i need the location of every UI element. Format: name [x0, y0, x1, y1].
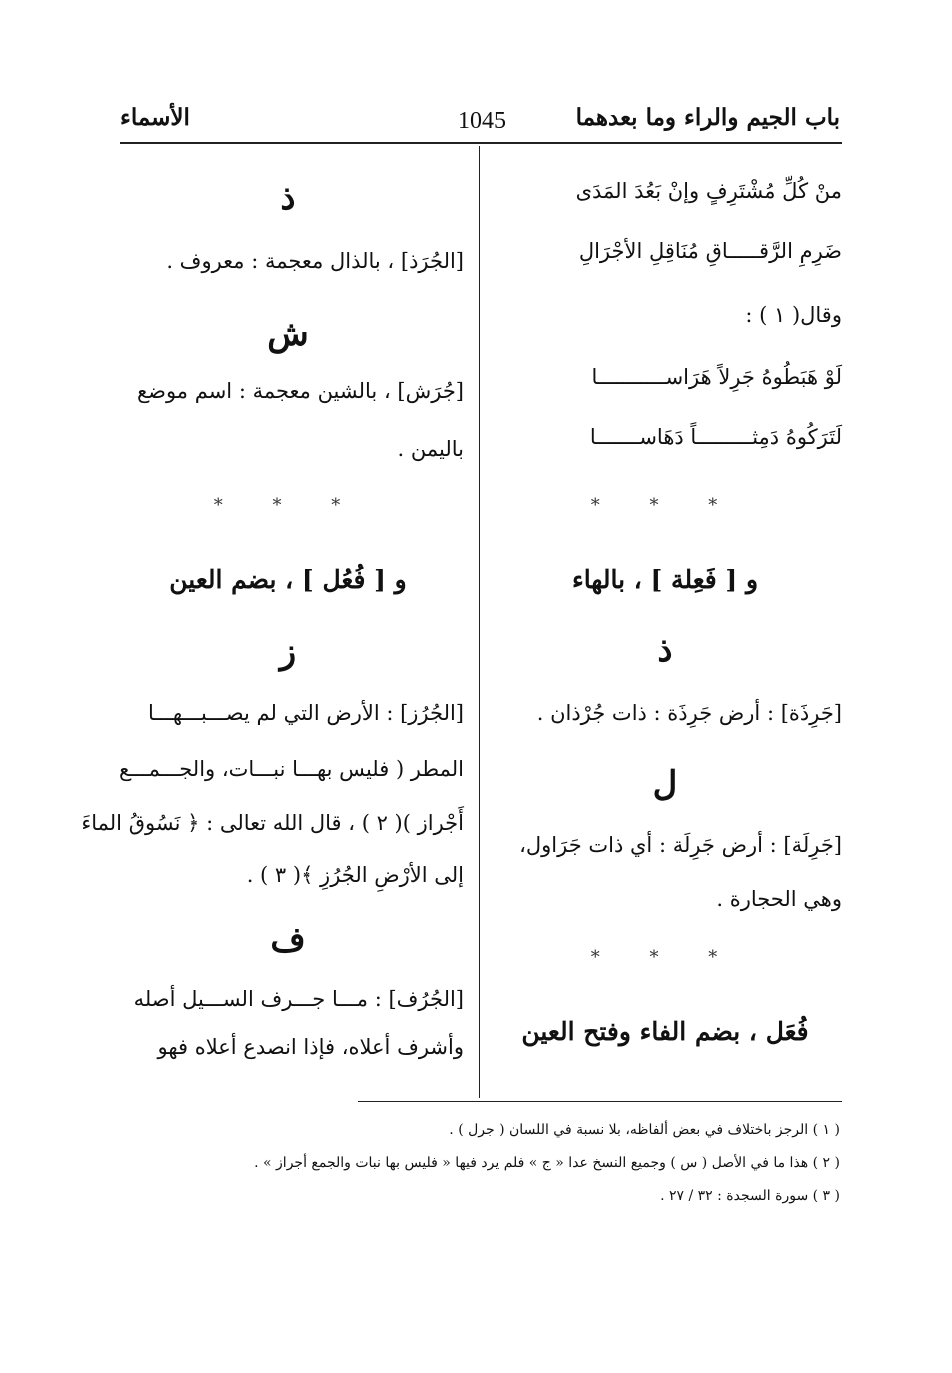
letter-heading: ف	[270, 920, 306, 960]
section-heading: و [ فُعُل ] ، بضم العين	[169, 565, 407, 594]
poem-verse: لَوْ هَبَطُوهُ جَرِلاً هَرَاســـــــــــا	[591, 365, 842, 389]
section-title: الأسماء	[120, 104, 190, 131]
footnote: ( ٣ ) سورة السجدة : ٣٢ / ٢٧ .	[660, 1188, 840, 1204]
dictionary-entry: أَجْراز )( ٢ ) ، قال الله تعالى : ﴿ نَسُوقُ الماءَ	[81, 811, 464, 835]
dictionary-entry: [الجُرُف] : مـــا جـــرف الســـيل أصله	[133, 987, 464, 1011]
poem-verse: منْ كُلِّ مُشْتَرِفٍ وإنْ بَعُدَ المَدَى	[575, 179, 842, 203]
footnote-rule	[358, 1101, 842, 1102]
footnote: ( ٢ ) هذا ما في الأصل ( س ) وجميع النسخ عدا « ج » فلم يرد فيها « فليس بها نبات والجمع أجراز » .	[254, 1155, 840, 1171]
header-rule	[120, 142, 842, 144]
dictionary-entry: [جُرَش] ، بالشين معجمة : اسم موضع	[136, 379, 464, 403]
dictionary-entry: [جَرِلَة] : أرض جَرِلَة : أي ذات جَرَاول،	[519, 833, 842, 857]
footnote: ( ١ ) الرجز باختلاف في بعض ألفاظه، بلا نسبة في اللسان ( جرل ) .	[449, 1122, 840, 1138]
poem-verse: ضَرِمِ الرَّقـــــاقِ مُنَاقِلِ الأجْرَالِ	[578, 239, 842, 263]
attribution-line: وقال( ١ ) :	[745, 303, 842, 327]
dictionary-entry: وأشرف أعلاه، فإذا انصدع أعلاه فهو	[157, 1035, 464, 1059]
chapter-title: باب الجيم والراء وما بعدهما	[575, 104, 840, 131]
letter-heading: ل	[652, 764, 678, 804]
dictionary-entry: إلى الأرْضِ الجُرُزِ ﴾( ٣ ) .	[246, 863, 464, 887]
section-heading: و [ فَعِلة ] ، بالهاء	[571, 565, 759, 594]
poem-verse: لَتَرَكُوهُ دَمِثـــــــــاً دَهَاســـــــا	[589, 425, 842, 449]
section-separator: * * *	[213, 495, 363, 516]
section-separator: * * *	[590, 947, 740, 968]
section-separator: * * *	[590, 495, 740, 516]
letter-heading: ذ	[657, 630, 673, 670]
letter-heading: ش	[267, 314, 309, 354]
letter-heading: ذ	[280, 178, 296, 218]
page-number: 1045	[458, 108, 506, 134]
dictionary-entry: المطر ( فليس بهـــا نبـــات، والجـــمـــع	[119, 757, 464, 781]
letter-heading: ز	[279, 632, 297, 672]
dictionary-entry: باليمن .	[397, 437, 464, 461]
dictionary-entry: [الجُرَذ] ، بالذال معجمة : معروف .	[166, 249, 464, 273]
dictionary-entry: وهي الحجارة .	[716, 887, 842, 911]
dictionary-entry: [جَرِذَة] : أرض جَرِذَة : ذات جُرْذان .	[536, 701, 842, 725]
column-divider	[479, 146, 480, 1098]
section-heading: فُعَل ، بضم الفاء وفتح العين	[521, 1017, 809, 1046]
dictionary-entry: [الجُرُز] : الأرض التي لم يصـــبـــهـــا	[148, 701, 464, 725]
